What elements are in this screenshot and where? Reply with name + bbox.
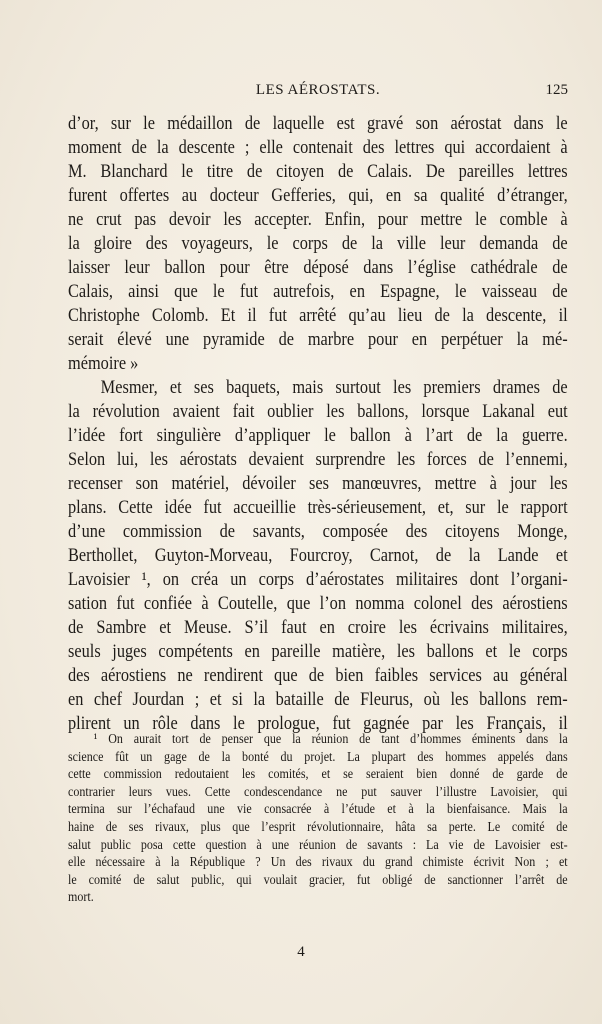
running-head bbox=[68, 82, 568, 102]
footnote-line: termina sur l’échafaud une vie consacrée à l’étude et à la bienfaisance. Mais la bbox=[68, 802, 568, 818]
footnote-line: contrarier leurs vues. Cette condescendance ne put sauver l’illustre Lavoisier, qui bbox=[68, 784, 568, 800]
body-line: d’or, sur le médaillon de laquelle est gravé son aérostat dans le bbox=[68, 113, 568, 134]
body-line: moment de la descente ; elle contenait des lettres qui accordaient à bbox=[68, 137, 568, 158]
footnote-line: ¹ On aurait tort de penser que la réunion de tant d’hommes éminents dans la bbox=[93, 732, 568, 747]
body-text bbox=[68, 112, 568, 736]
body-line: des aérostiens ne rendirent que de bien faibles services au général bbox=[68, 665, 568, 686]
body-line: Calais, ainsi que le fut autrefois, en Espagne, le vaisseau de bbox=[68, 281, 568, 302]
footnote bbox=[68, 731, 568, 907]
footnote-line: haine de ses rivaux, plus que l’esprit révolutionnaire, hâta sa perte. Le comité de bbox=[68, 819, 568, 835]
footnote-line: elle nécessaire à la République ? Un des rivaux du grand chimiste écrivit Non ; et bbox=[68, 855, 568, 871]
body-line: furent offertes au docteur Gefferies, qui, en sa qualité d’étranger, bbox=[68, 185, 568, 206]
footnote-line: salut public posa cette question à une réunion de savants : La vie de Lavoisier est- bbox=[68, 837, 568, 853]
body-line: laisser leur ballon pour être déposé dans l’église cathédrale de bbox=[68, 257, 568, 278]
body-line: l’idée fort singulière d’appliquer le ballon à l’art de la guerre. bbox=[68, 425, 568, 446]
body-line: plans. Cette idée fut accueillie très-sérieusement, et, sur le rapport bbox=[68, 497, 568, 518]
body-line: en chef Jourdan ; et si la bataille de Fleurus, où les ballons rem- bbox=[68, 689, 568, 710]
footnote-line: le comité de salut public, qui voulait gracier, fut obligé de sanctionner l’arrêt de bbox=[68, 872, 568, 888]
body-line: M. Blanchard le titre de citoyen de Calais. De pareilles lettres bbox=[68, 161, 568, 182]
footnote-line: mort. bbox=[68, 890, 94, 906]
body-line: Selon lui, les aérostats devaient surprendre les forces de l’ennemi, bbox=[68, 449, 568, 470]
body-line: Mesmer, et ses baquets, mais surtout les premiers drames de bbox=[100, 377, 568, 398]
body-line: Berthollet, Guyton-Morveau, Fourcroy, Carnot, de la Lande et bbox=[68, 545, 568, 566]
body-line: mémoire » bbox=[68, 353, 139, 374]
footnote-line: cette commission redoutaient les comités, et se seraient bien donné de garde de bbox=[68, 767, 568, 783]
body-line: Lavoisier ¹, on créa un corps d’aérostates militaires dont l’organi- bbox=[68, 569, 568, 590]
running-head-title: LES AÉROSTATS. bbox=[255, 82, 381, 98]
body-line: plirent un rôle dans le prologue, fut gagnée par les Français, il bbox=[68, 713, 568, 734]
page-number: 125 bbox=[545, 82, 568, 98]
signature-mark: 4 bbox=[297, 944, 305, 960]
body-line: ne crut pas devoir les accepter. Enfin, pour mettre le comble à bbox=[68, 209, 568, 230]
body-line: sation fut confiée à Coutelle, que l’on nomma colonel des aérostiens bbox=[68, 593, 568, 614]
body-line: d’une commission de savants, composée des citoyens Monge, bbox=[68, 521, 568, 542]
body-line: de Sambre et Meuse. S’il faut en croire les écrivains militaires, bbox=[68, 617, 568, 638]
footnote-line: science fût un gage de la bonté du projet. La plupart des hommes appelés dans bbox=[68, 749, 568, 765]
body-line: la révolution avaient fait oublier les ballons, lorsque Lakanal eut bbox=[68, 401, 568, 422]
body-line: Christophe Colomb. Et il fut arrêté qu’au lieu de la descente, il bbox=[68, 305, 568, 326]
body-line: seuls juges compétents en pareille matière, les ballons et le corps bbox=[68, 641, 568, 662]
body-line: la gloire des voyageurs, le corps de la ville leur demanda de bbox=[68, 233, 568, 254]
body-line: recenser son matériel, dévoiler ses manœuvres, mettre à jour les bbox=[68, 473, 568, 494]
body-line: serait élevé une pyramide de marbre pour en perpétuer la mé- bbox=[68, 329, 568, 350]
